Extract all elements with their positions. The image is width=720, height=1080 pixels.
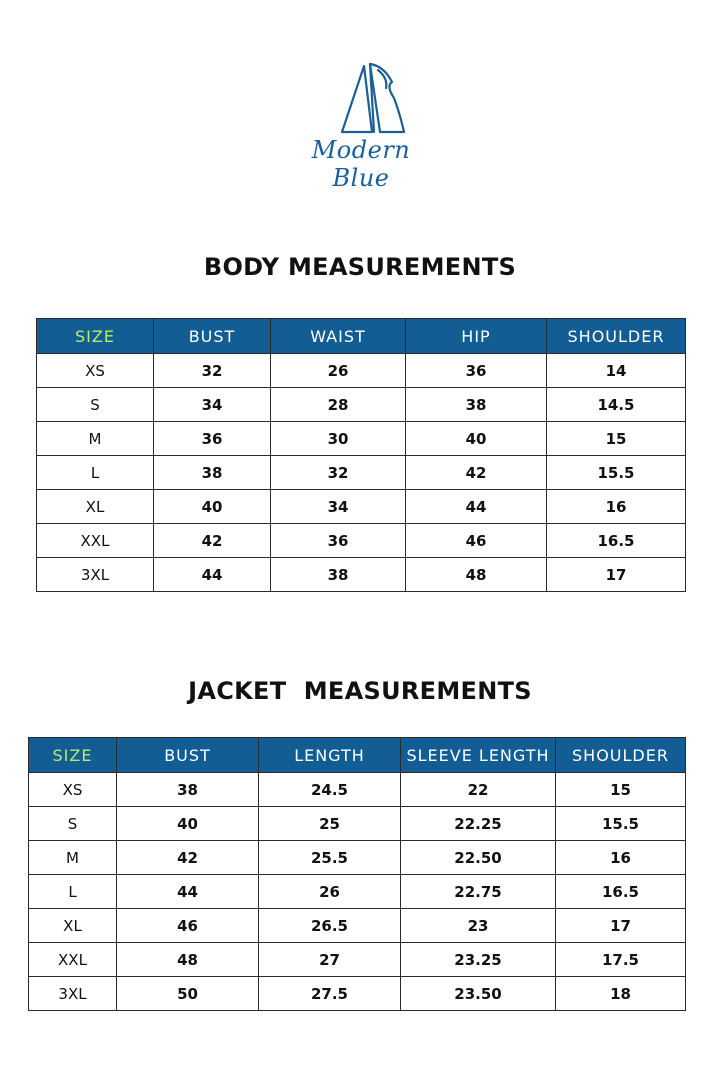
bust-cell: 44 bbox=[154, 558, 271, 592]
size-cell: XS bbox=[37, 354, 154, 388]
hip-cell: 44 bbox=[406, 490, 547, 524]
column-header-bust: BUST bbox=[117, 738, 259, 773]
bust-cell: 32 bbox=[154, 354, 271, 388]
hip-cell: 36 bbox=[406, 354, 547, 388]
column-header-shoulder: SHOULDER bbox=[556, 738, 686, 773]
bust-cell: 42 bbox=[117, 841, 259, 875]
column-header-waist: WAIST bbox=[271, 319, 406, 354]
waist-cell: 38 bbox=[271, 558, 406, 592]
sleeve-length-cell: 22.25 bbox=[401, 807, 556, 841]
bust-cell: 46 bbox=[117, 909, 259, 943]
size-cell: XS bbox=[29, 773, 117, 807]
bust-cell: 36 bbox=[154, 422, 271, 456]
hip-cell: 48 bbox=[406, 558, 547, 592]
sleeve-length-cell: 22.75 bbox=[401, 875, 556, 909]
shoulder-cell: 16 bbox=[547, 490, 686, 524]
bust-cell: 48 bbox=[117, 943, 259, 977]
shoulder-cell: 14.5 bbox=[547, 388, 686, 422]
shoulder-cell: 16.5 bbox=[547, 524, 686, 558]
size-cell: M bbox=[37, 422, 154, 456]
bust-cell: 38 bbox=[117, 773, 259, 807]
bust-cell: 38 bbox=[154, 456, 271, 490]
bust-cell: 40 bbox=[154, 490, 271, 524]
hip-cell: 42 bbox=[406, 456, 547, 490]
jacket-measurements-title: JACKET MEASUREMENTS bbox=[188, 677, 532, 705]
table-row bbox=[29, 807, 686, 841]
shoulder-cell: 17 bbox=[556, 909, 686, 943]
waist-cell: 36 bbox=[271, 524, 406, 558]
table-row bbox=[37, 422, 686, 456]
column-header-size: SIZE bbox=[29, 738, 117, 773]
table-row bbox=[29, 909, 686, 943]
jacket-measurements-table bbox=[28, 737, 686, 1011]
size-cell: L bbox=[37, 456, 154, 490]
sailboat-icon bbox=[280, 58, 440, 138]
length-cell: 24.5 bbox=[259, 773, 401, 807]
table-row bbox=[29, 841, 686, 875]
size-cell: XL bbox=[29, 909, 117, 943]
shoulder-cell: 18 bbox=[556, 977, 686, 1011]
hip-cell: 38 bbox=[406, 388, 547, 422]
waist-cell: 28 bbox=[271, 388, 406, 422]
size-cell: S bbox=[29, 807, 117, 841]
column-header-hip: HIP bbox=[406, 319, 547, 354]
table-header-row bbox=[37, 319, 686, 354]
table-header-row bbox=[29, 738, 686, 773]
waist-cell: 34 bbox=[271, 490, 406, 524]
bust-cell: 42 bbox=[154, 524, 271, 558]
column-header-sleeve-length: SLEEVE LENGTH bbox=[401, 738, 556, 773]
table-row bbox=[37, 388, 686, 422]
table-row bbox=[29, 943, 686, 977]
length-cell: 26.5 bbox=[259, 909, 401, 943]
size-cell: XXL bbox=[29, 943, 117, 977]
sleeve-length-cell: 23.50 bbox=[401, 977, 556, 1011]
size-cell: L bbox=[29, 875, 117, 909]
waist-cell: 30 bbox=[271, 422, 406, 456]
column-header-shoulder: SHOULDER bbox=[547, 319, 686, 354]
waist-cell: 32 bbox=[271, 456, 406, 490]
column-header-bust: BUST bbox=[154, 319, 271, 354]
column-header-length: LENGTH bbox=[259, 738, 401, 773]
length-cell: 27.5 bbox=[259, 977, 401, 1011]
shoulder-cell: 14 bbox=[547, 354, 686, 388]
table-row bbox=[29, 773, 686, 807]
bust-cell: 34 bbox=[154, 388, 271, 422]
shoulder-cell: 15.5 bbox=[556, 807, 686, 841]
waist-cell: 26 bbox=[271, 354, 406, 388]
size-cell: S bbox=[37, 388, 154, 422]
shoulder-cell: 15.5 bbox=[547, 456, 686, 490]
bust-cell: 50 bbox=[117, 977, 259, 1011]
length-cell: 25 bbox=[259, 807, 401, 841]
table-row bbox=[29, 977, 686, 1011]
brand-logo bbox=[280, 58, 440, 192]
table-row bbox=[37, 456, 686, 490]
shoulder-cell: 15 bbox=[556, 773, 686, 807]
column-header-size: SIZE bbox=[37, 319, 154, 354]
size-cell: XL bbox=[37, 490, 154, 524]
sleeve-length-cell: 23.25 bbox=[401, 943, 556, 977]
brand-name: Modern Blue bbox=[311, 136, 411, 192]
size-cell: M bbox=[29, 841, 117, 875]
size-cell: 3XL bbox=[37, 558, 154, 592]
shoulder-cell: 16 bbox=[556, 841, 686, 875]
table-row bbox=[37, 524, 686, 558]
table-row bbox=[29, 875, 686, 909]
sleeve-length-cell: 22 bbox=[401, 773, 556, 807]
shoulder-cell: 17 bbox=[547, 558, 686, 592]
shoulder-cell: 15 bbox=[547, 422, 686, 456]
shoulder-cell: 17.5 bbox=[556, 943, 686, 977]
body-measurements-table bbox=[36, 318, 686, 592]
body-measurements-title: BODY MEASUREMENTS bbox=[203, 253, 517, 281]
length-cell: 25.5 bbox=[259, 841, 401, 875]
bust-cell: 40 bbox=[117, 807, 259, 841]
shoulder-cell: 16.5 bbox=[556, 875, 686, 909]
table-row bbox=[37, 558, 686, 592]
size-cell: XXL bbox=[37, 524, 154, 558]
sleeve-length-cell: 22.50 bbox=[401, 841, 556, 875]
hip-cell: 46 bbox=[406, 524, 547, 558]
table-row bbox=[37, 354, 686, 388]
table-row bbox=[37, 490, 686, 524]
length-cell: 27 bbox=[259, 943, 401, 977]
bust-cell: 44 bbox=[117, 875, 259, 909]
hip-cell: 40 bbox=[406, 422, 547, 456]
length-cell: 26 bbox=[259, 875, 401, 909]
sleeve-length-cell: 23 bbox=[401, 909, 556, 943]
size-cell: 3XL bbox=[29, 977, 117, 1011]
